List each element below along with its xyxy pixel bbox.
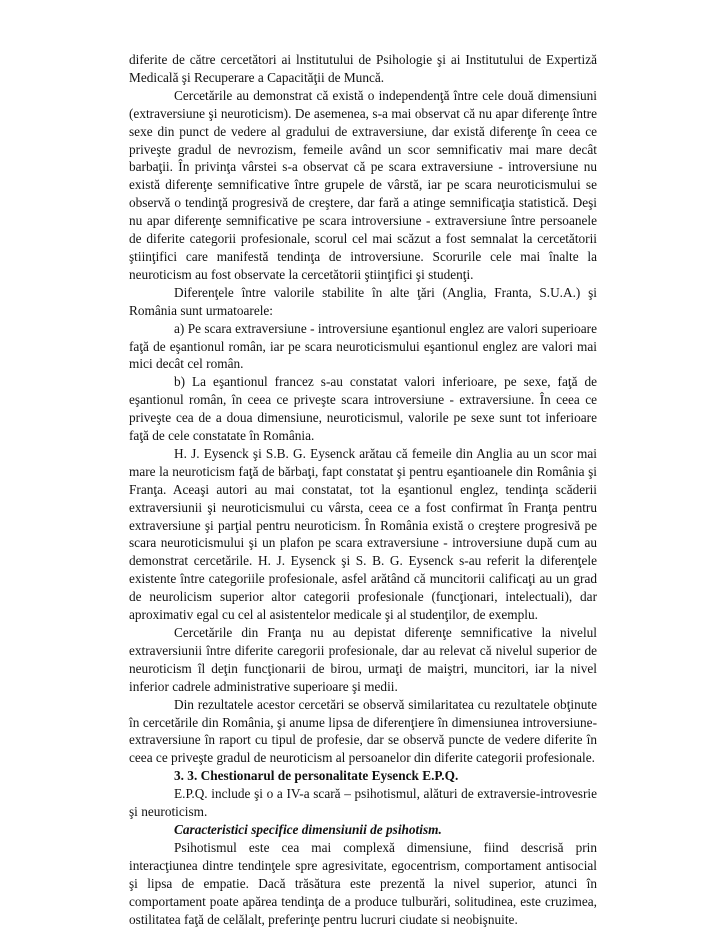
- paragraph-france: Cercetările din Franţa nu au depistat diferenţe semnificative la nivelul extraversiunii între diferite caregorii profesionale, dar au relevat că nivelul superior de neuroticism îl deţin funcţionarii de birou, urmaţi de maiştri, muncitori, iar la nivel inferior cadrele administrative superioare şi medii.: [129, 625, 597, 694]
- paragraph-item-a: a) Pe scara extraversiune - introversiune eşantionul englez are valori superioare faţă de eşantionul român, iar pe scara neuroticismului eşantionul englez are valori mai mici decât cel român.: [129, 320, 597, 372]
- paragraph-psihotism: Psihotismul este cea mai complexă dimensiune, fiind descrisă prin interacţiunea dintre tendinţele spre agresivitate, egocentrism, comportament antisocial şi lipsa de empatie. Dacă trăsătura este prezentă la nivel superior, atunci în comportament poate apărea tendinţa de a produce tulburări, solitudinea, este cruzimea, ostilitatea faţă de celălalt, preferinţe pentru lucruri ciudate si neobişnuite.: [129, 839, 597, 927]
- section-heading: 3. 3. Chestionarul de personalitate Eysenck E.P.Q.: [174, 768, 459, 784]
- paragraph-eysenck: H. J. Eysenck şi S.B. G. Eysenck arătau că femeile din Anglia au un scor mai mare la neuroticism faţă de bărbaţi, fapt constatat şi pentru eşantioanele din România şi Franţa. Aceaşi autori au mai constatat, tot la eşantionul englez, tendinţa scăderii extraversiunii şi neuroticismului cu vârsta, ceea ce a fost confirmat în Franţa pentru extraversiune şi parţial pentru neuroticism. În România există o creştere progresivă pe scara neuroticismului şi un plafon pe scara extraversiune - introversiune după cum au demonstrat cercetările. H. J. Eysenck şi S. B. G. Eysenck s-au referit la diferenţele existente între categoriile profesionale, asfel arătând că muncitorii calificaţi au un grad de neurolicism superior altor categorii profesionale (funcţionari, intelectuali), dar aproximativ egal cu cel al asistentelor medicale şi al studenţilor, de exemplu.: [129, 445, 597, 623]
- paragraph-continuation: diferite de către cercetători ai lnstitutului de Psihologie şi ai Institutului de Expertiză Medicală şi Recuperare a Capacităţii de Muncă.: [129, 52, 597, 85]
- paragraph-epq: E.P.Q. include şi o a IV-a scară – psihotismul, alături de extraversie-introvesrie şi neuroticism.: [129, 786, 597, 820]
- paragraph-differences-intro: Diferenţele între valorile stabilite în alte ţări (Anglia, Franta, S.U.A.) şi România sunt urmatoarele:: [129, 284, 597, 318]
- subheading: Caracteristici specifice dimensiunii de psihotism.: [174, 821, 442, 837]
- paragraph-conclusion: Din rezultatele acestor cercetări se observă similaritatea cu rezultatele obţinute în cercetările din România, şi anume lipsa de diferenţiere în dimensiunea introversiune-extraversiune în raport cu tipul de profesie, dar se observă puncte de vedere diferite în ceea ce priveşte gradul de neuroticism al persoanelor din diferite categorii profesionale.: [129, 696, 597, 766]
- document-page: [129, 51, 597, 928]
- paragraph-independence: Cercetările au demonstrat că există o independenţă între cele două dimensiuni (extraversiune şi neuroticism). De asemenea, s-a mai observat că nu apar diferenţe între sexe din punct de vedere al gradului de extraversiune, dar există diferenţe în ceea ce priveşte gradul de nevrozism, femeile având un scor semnificativ mai mare decât barbaţii. În privinţa vârstei s-a observat că pe scara extraversiune - introversiune nu există diferenţe semnificative între grupele de vârstă, iar pe scara neuroticismului se observă o tendinţă progresivă de creştere, dar fară a atinge semnificaţia statistică. Deşi nu apar diferenţe semnificative pe scara introversiune - extraversiune între persoanele de diferite categorii profesionale, scorul cel mai scăzut a fost semnalat la cercetătorii ştiinţifici care manifestă tendinţa de introversiune. Scorurile cele mai înalte la neuroticism au fost observate la cercetătorii ştiinţifici şi studenţi.: [129, 87, 597, 282]
- paragraph-item-b: b) La eşantionul francez s-au constatat valori inferioare, pe sexe, faţă de eşantionul român, în ceea ce priveşte scara introversiune - extraversiune. În ceea ce priveşte cea de a doua dimensiune, neuroticismul, valorile pe sexe sunt tot inferioare faţă de cele constatate în România.: [129, 374, 597, 444]
